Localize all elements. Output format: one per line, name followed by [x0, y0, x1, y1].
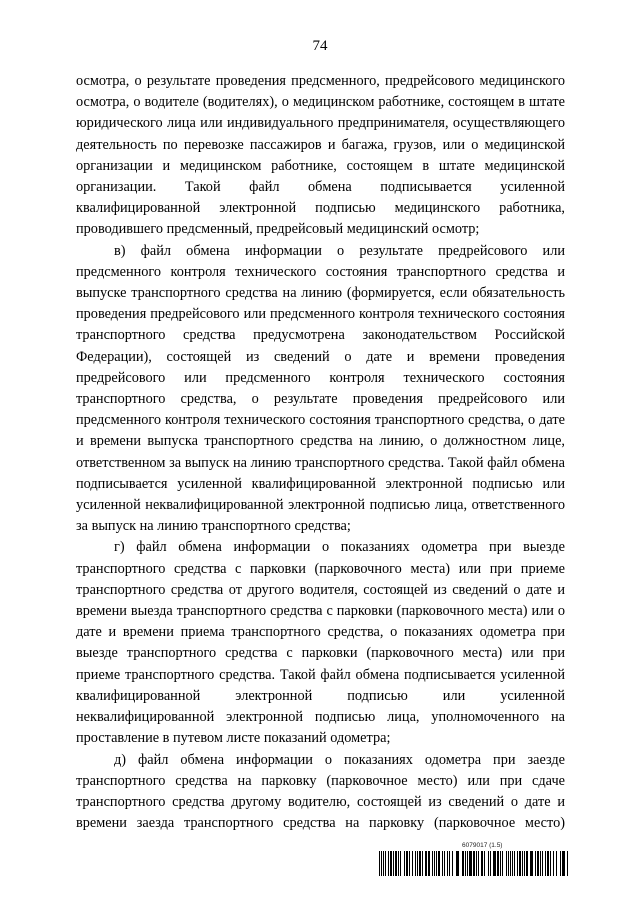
paragraph-continuation: осмотра, о результате проведения предсменного, предрейсового медицинского осмотра, о водителе (водителях), о медицинском работнике, состоящем в штате юридического лица или индивидуального предпринимателя, осуществляющего деятельность по перевозке пассажиров и багажа, грузов, или о медицинской организации и медицинском работнике, состоящем в штате медицинской организации. Такой файл обмена подписывается усиленной квалифицированной электронной подписью медицинского работника, проводившего предсменный, предрейсовый медицинский осмотр;: [76, 73, 565, 238]
paragraph-item-v: в) файл обмена информации о результате предрейсового или предсменного контроля технического состояния транспортного средства и выпуске транспортного средства на линию (формируется, если обязательность проведения предрейсового или предсменного контроля технического состояния транспортного средства предусмотрена законодательством Российской Федерации), состоящей из сведений о дате и времени проведения предрейсового или предсменного контроля технического состояния транспортного средства, о результате проведения предрейсового или предсменного контроля технического состояния транспортного средства, о дате и времени выпуска транспортного средства на линию, о должностном лице, ответственном за выпуск на линию транспортного средства. Такой файл обмена подписывается усиленной квалифицированной электронной подписью или усиленной неквалифицированной электронной подписью лица, ответственного за выпуск на линию транспортного средства;: [76, 242, 565, 535]
paragraph-item-g: г) файл обмена информации о показаниях одометра при выезде транспортного средства с парковки (парковочного места) или при приеме транспортного средства от другого водителя, состоящей из сведений о дате и времени выезда транспортного средства с парковки (парковочного места) или о дате и времени приема транспортного средства, о показаниях одометра при выезде транспортного средства с парковки (парковочного места) или при приеме транспортного средства. Такой файл обмена подписывается усиленной квалифицированной электронной подписью или усиленной неквалифицированной электронной подписью лица, уполномоченного на проставление в путевом листе показаний одометра;: [76, 539, 565, 747]
page-number: 74: [312, 38, 328, 54]
document-body: [76, 71, 565, 834]
document-code: 6079017 (1.5): [462, 842, 503, 849]
paragraph-item-d: д) файл обмена информации о показаниях одометра при заезде транспортного средства на парковку (парковочное место) или при сдаче транспортного средства другому водителю, состоящей из сведений о дате и времени заезда транспортного средства на парковку (парковочное место): [76, 751, 565, 832]
barcode-image: [379, 851, 568, 876]
